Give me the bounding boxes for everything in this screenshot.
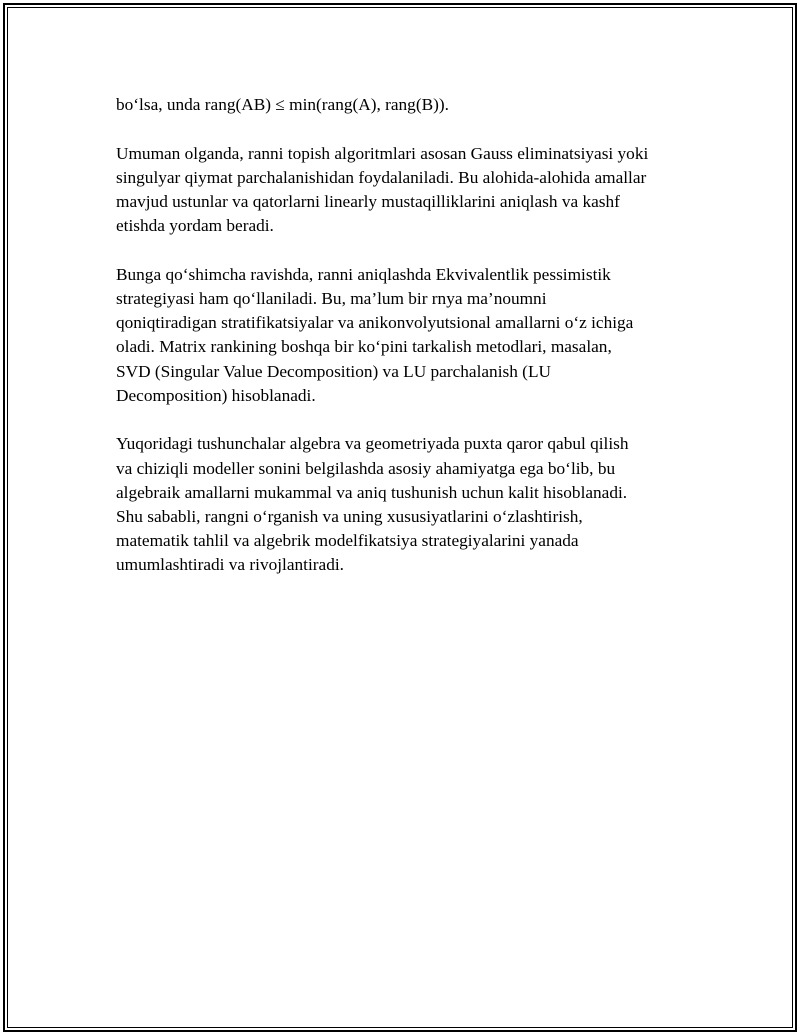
paragraph-conclusion (116, 432, 686, 577)
paragraph-rank-inequality (116, 93, 686, 117)
text-line: umumlashtiradi va rivojlantiradi. (116, 555, 344, 575)
text-line: mavjud ustunlar va qatorlarni linearly mustaqilliklarini aniqlash va kashf (116, 192, 620, 211)
text-line: bo‘lsa, unda rang(AB) ≤ min(rang(A), rang(B)). (116, 95, 449, 114)
text-line: singulyar qiymat parchalanishidan foydalaniladi. Bu alohida-alohida amallar (116, 167, 647, 187)
paragraph-rank-algorithms (116, 142, 686, 239)
text-line: etishda yordam beradi. (116, 216, 274, 236)
text-line: strategiyasi ham qo‘llaniladi. Bu, ma’lum bir rnya ma’noumni (116, 289, 547, 308)
text-line: va chiziqli modeller sonini belgilashda asosiy ahamiyatga ega bo‘lib, bu (116, 458, 616, 478)
text-line: Decomposition) hisoblanadi. (116, 385, 316, 405)
text-line: matematik tahlil va algebrik modelfikatsiya strategiyalarini yanada (116, 531, 579, 551)
text-line: qoniqtiradigan stratifikatsiyalar va anikonvolyutsional amallarni o‘z ichiga (116, 313, 634, 333)
text-line: oladi. Matrix rankining boshqa bir ko‘pini tarkalish metodlari, masalan, (116, 337, 612, 357)
text-line: SVD (Singular Value Decomposition) va LU parchalanish (LU (116, 361, 551, 381)
document-body (116, 93, 686, 602)
text-line: Yuqoridagi tushunchalar algebra va geometriyada puxta qaror qabul qilish (116, 434, 629, 454)
text-line: algebraik amallarni mukammal va aniq tushunish uchun kalit hisoblanadi. (116, 482, 628, 502)
text-line: Umuman olganda, ranni topish algoritmlari asosan Gauss eliminatsiyasi yoki (116, 143, 649, 163)
text-line: Bunga qo‘shimcha ravishda, ranni aniqlashda Ekvivalentlik pessimistik (116, 264, 611, 284)
text-line: Shu sababli, rangni o‘rganish va uning xususiyatlarini o‘zlashtirish, (116, 507, 583, 527)
paragraph-decomposition-methods (116, 263, 686, 408)
